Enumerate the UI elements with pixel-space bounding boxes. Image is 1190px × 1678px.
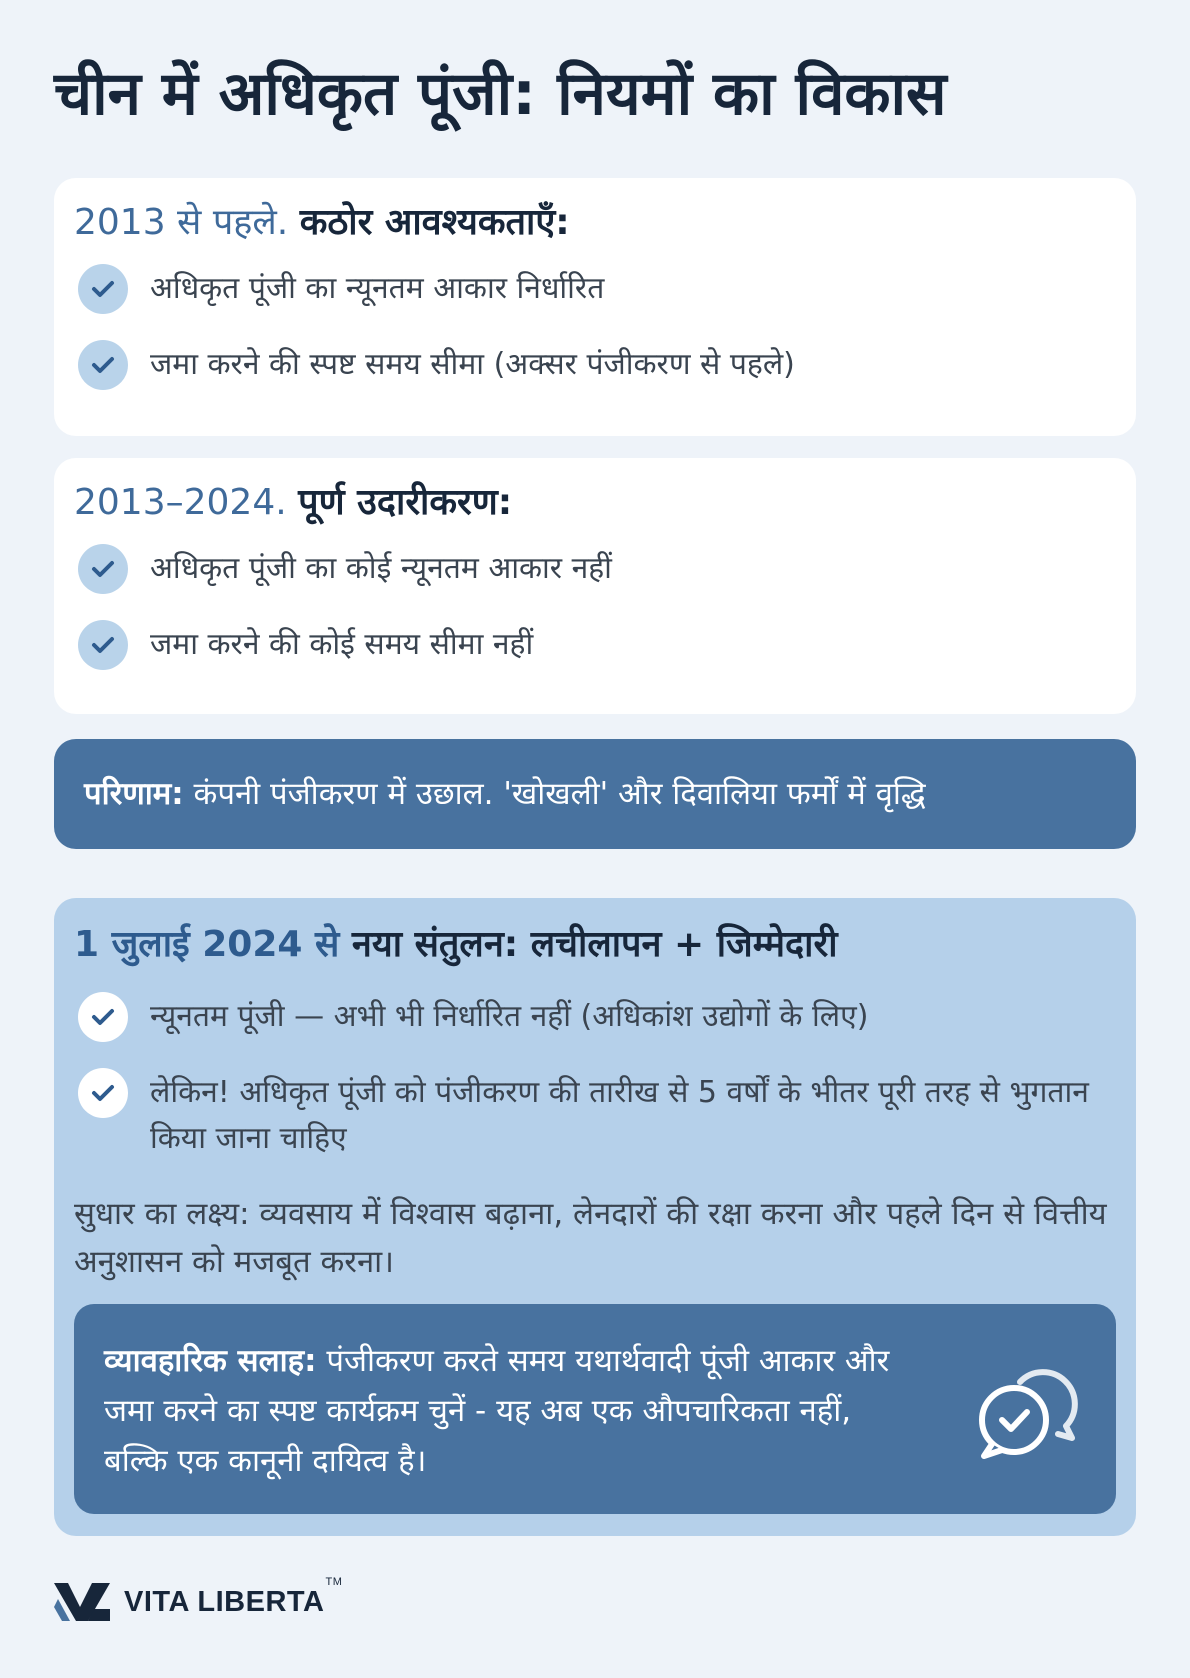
result-banner: [54, 739, 1136, 849]
list-item: [78, 340, 1106, 390]
chat-check-icon: [972, 1356, 1082, 1466]
item-text: लेकिन! अधिकृत पूंजी को पंजीकरण की तारीख से 5 वर्षों के भीतर पूरी तरह से भुगतान किया जाना चाहिए: [150, 1075, 1089, 1156]
item-text: अधिकृत पूंजी का कोई न्यूनतम आकार नहीं: [150, 551, 612, 586]
period-label: 2013 से पहले.: [74, 202, 289, 243]
brand-logo: [54, 1575, 343, 1624]
section-heading: [74, 480, 512, 526]
check-icon: [78, 544, 128, 594]
result-text: कंपनी पंजीकरण में उछाल. 'खोखली' और दिवालिया फर्मों में वृद्धि: [183, 776, 926, 812]
section-2013-2024: [54, 458, 1136, 714]
section-heading: [74, 200, 570, 246]
item-text: जमा करने की कोई समय सीमा नहीं: [150, 627, 534, 662]
heading-text: पूर्ण उदारीकरण:: [298, 482, 513, 523]
brand-name-text: VITA LIBERTA: [124, 1585, 325, 1618]
section-heading: [74, 922, 838, 968]
list-item: [78, 1068, 1106, 1162]
list-item: [78, 264, 1106, 314]
check-icon: [78, 992, 128, 1042]
section-before-2013: [54, 178, 1136, 436]
advice-label: व्यावहारिक सलाह:: [104, 1343, 317, 1379]
page-title: चीन में अधिकृत पूंजी: नियमों का विकास: [54, 59, 947, 129]
result-label: परिणाम:: [84, 776, 184, 812]
advice-box: [74, 1304, 1116, 1514]
section-from-2024: [54, 898, 1136, 1536]
item-text: न्यूनतम पूंजी — अभी भी निर्धारित नहीं (अधिकांश उद्योगों के लिए): [150, 999, 869, 1034]
item-text: अधिकृत पूंजी का न्यूनतम आकार निर्धारित: [150, 271, 605, 306]
check-icon: [78, 340, 128, 390]
item-text: जमा करने की स्पष्ट समय सीमा (अक्सर पंजीकरण से पहले): [150, 347, 795, 382]
advice-text: पंजीकरण करते समय यथार्थवादी पूंजी आकार और जमा करने का स्पष्ट कार्यक्रम चुनें - यह अब एक औपचारिकता नहीं, बल्कि एक कानूनी दायित्व है।: [104, 1343, 890, 1479]
reform-goal: सुधार का लक्ष्य: व्यवसाय में विश्वास बढ़ाना, लेनदारों की रक्षा करना और पहले दिन से वित्तीय अनुशासन को मजबूत करना।: [74, 1196, 1107, 1280]
list-item: [78, 620, 1106, 670]
check-icon: [78, 264, 128, 314]
list-item: [78, 544, 1106, 594]
heading-text: नया संतुलन: लचीलापन + जिम्मेदारी: [339, 924, 838, 965]
vl-logo-icon: [54, 1581, 110, 1623]
brand-name: [124, 1575, 343, 1619]
check-icon: [78, 1068, 128, 1118]
period-label: 2013–2024.: [74, 482, 287, 523]
trademark-mark: TM: [325, 1575, 343, 1588]
check-icon: [78, 620, 128, 670]
advice-text-block: [104, 1336, 924, 1486]
period-label: 1 जुलाई 2024 से: [74, 924, 340, 965]
list-item: [78, 992, 1106, 1042]
heading-text: कठोर आवश्यकताएँ:: [299, 202, 570, 243]
